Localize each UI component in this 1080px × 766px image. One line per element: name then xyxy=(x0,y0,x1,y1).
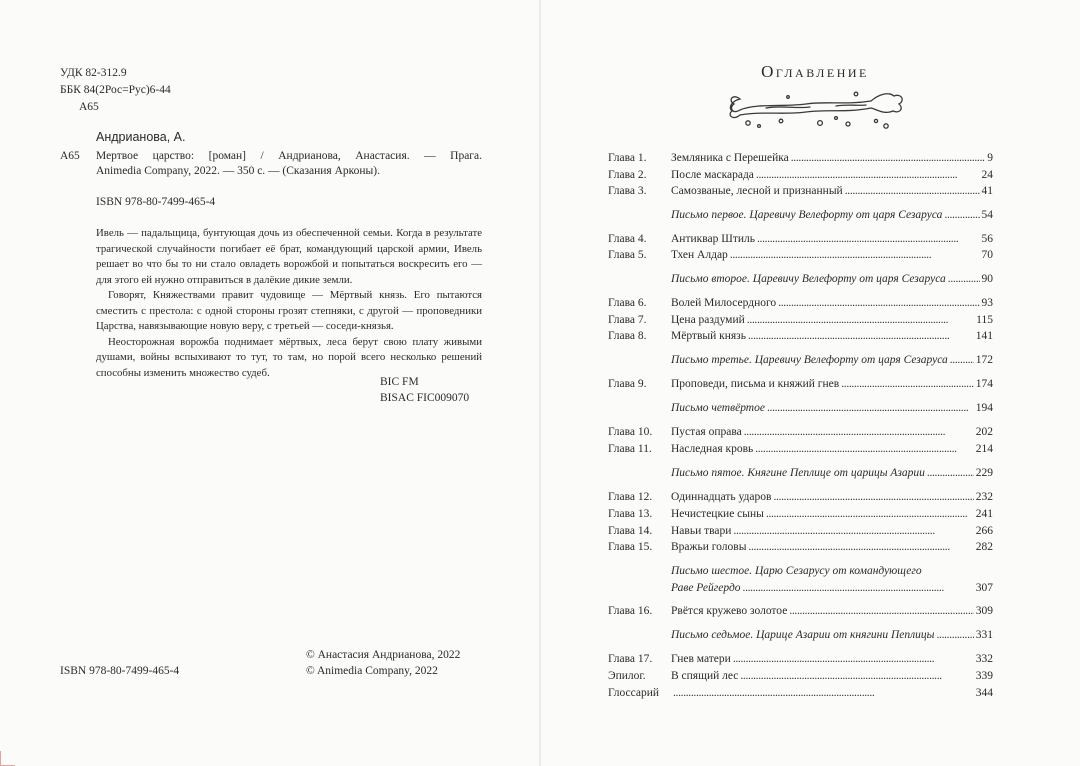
biblio-record-line2: Animedia Company, 2022. — 350 с. — (Сказания Арконы). xyxy=(96,165,380,177)
toc-entry-page: 309 xyxy=(975,605,993,617)
leader-dots xyxy=(841,376,974,393)
toc-entry[interactable] xyxy=(608,441,993,458)
toc-entry[interactable] xyxy=(608,489,993,506)
toc-entry-page: 70 xyxy=(981,249,993,261)
leader-dots xyxy=(757,231,980,248)
toc-entry-title: Рвётся кружево золотое xyxy=(671,605,788,617)
bbk-code: ББК 84(2Рос=Рус)6-44 xyxy=(60,84,171,96)
leader-dots xyxy=(948,271,980,288)
toc-entry-page: 202 xyxy=(975,426,993,438)
toc-entry[interactable] xyxy=(608,231,993,248)
toc-entry-letter[interactable] xyxy=(608,400,993,417)
leader-dots xyxy=(845,183,980,200)
toc-entry-title: Самозваные, лесной и признанный xyxy=(671,185,843,197)
toc-entry-title: Письмо второе. Царевичу Велефорту от царя Сезаруса xyxy=(671,273,946,285)
toc-entry-title: Письмо пятое. Княгине Пеплице от царицы Азарии xyxy=(671,467,925,479)
toc-entry-page: 174 xyxy=(975,378,993,390)
toc-entry-page: 214 xyxy=(975,443,993,455)
toc-entry-page: 90 xyxy=(981,273,993,285)
toc-title: Оглавление xyxy=(761,62,869,81)
leader-dots xyxy=(773,489,973,506)
toc-entry-title: Мёртвый князь xyxy=(671,330,746,342)
toc-entry-label: Глоссарий xyxy=(608,687,660,699)
copyright-author: © Анастасия Андрианова, 2022 xyxy=(306,649,461,661)
bisac-code: BISAC FIC009070 xyxy=(380,392,470,404)
toc-entry-letter[interactable] xyxy=(608,271,993,288)
leader-dots xyxy=(747,312,974,329)
crop-mark xyxy=(0,751,15,766)
toc-entry-page: 331 xyxy=(975,629,993,641)
leader-dots xyxy=(778,295,979,312)
leader-dots xyxy=(767,400,974,417)
leader-dots xyxy=(733,651,974,668)
toc-entry-title: Пустая оправа xyxy=(671,426,742,438)
toc-entry[interactable] xyxy=(608,312,993,329)
author-heading: Андрианова, А. xyxy=(96,130,186,144)
annotation-paragraph-1: Ивель — падальщица, бунтующая дочь из обеспеченной семьи. Когда в результате трагической случайности погибает её брат, командующий царской армии, Ивель решает во что бы то ни стало овладеть ворожбой и попытаться воскресить его — для этого ей нужно отправиться в далёкие дикие земли. xyxy=(96,227,482,286)
toc-entry-page: 172 xyxy=(975,354,993,366)
leader-dots xyxy=(927,465,974,482)
toc-entry-letter[interactable] xyxy=(608,465,993,482)
toc-entry-label: Глава 13. xyxy=(608,508,653,520)
toc-entry-letter[interactable] xyxy=(608,352,993,369)
toc-entry-letter[interactable] xyxy=(608,207,993,224)
toc-entry[interactable] xyxy=(608,651,993,668)
toc-entry[interactable] xyxy=(608,295,993,312)
toc-entry[interactable] xyxy=(608,424,993,441)
toc-entry-page: 141 xyxy=(975,330,993,342)
toc-entry-page: 41 xyxy=(981,185,993,197)
toc-entry-label: Глава 6. xyxy=(608,297,647,309)
toc-entry-label: Глава 15. xyxy=(608,541,653,553)
toc-entry-page: 332 xyxy=(975,653,993,665)
toc-entry-title: Антиквар Штиль xyxy=(671,233,755,245)
toc-entry-letter[interactable] xyxy=(608,627,993,644)
book-gutter xyxy=(539,0,541,766)
leader-dots xyxy=(733,523,973,540)
biblio-record-line1: Мертвое царство: [роман] / Андрианова, Анастасия. — Прага. xyxy=(96,150,482,162)
toc-entry-title: После маскарада xyxy=(671,169,754,181)
toc-entry-label: Глава 2. xyxy=(608,169,647,181)
leader-dots xyxy=(748,539,973,556)
toc-entry-label: Глава 5. xyxy=(608,249,647,261)
toc-entry-page: 241 xyxy=(975,508,993,520)
toc-entry-page: 56 xyxy=(981,233,993,245)
toc-entry-label: Глава 17. xyxy=(608,653,653,665)
toc-entry-page: 9 xyxy=(987,152,993,164)
toc-entry-title: Наследная кровь xyxy=(671,443,754,455)
toc-entry-page: 115 xyxy=(976,314,993,326)
toc-entry-page: 339 xyxy=(975,670,993,682)
leader-dots xyxy=(755,441,974,458)
toc-entry[interactable] xyxy=(608,685,993,702)
isbn-bottom: ISBN 978-80-7499-465-4 xyxy=(60,665,180,677)
toc-entry-title: Вражьи головы xyxy=(671,541,747,553)
annotation xyxy=(96,226,482,381)
toc-entry-page: 54 xyxy=(981,209,993,221)
toc-entry[interactable] xyxy=(608,668,993,685)
toc-entry-label: Глава 9. xyxy=(608,378,647,390)
toc-entry-title: Проповеди, письма и княжий гнев xyxy=(671,378,840,390)
leader-dots xyxy=(756,167,980,184)
toc-entry[interactable] xyxy=(608,523,993,540)
toc-entry-page: 93 xyxy=(981,297,993,309)
toc-entry-title: В спящий лес xyxy=(671,670,739,682)
udk-code: УДК 82-312.9 xyxy=(60,67,127,79)
toc-entry-label: Эпилог. xyxy=(608,670,646,682)
toc-entry-title: Цена раздумий xyxy=(671,314,745,326)
toc-entry-page: 24 xyxy=(981,169,993,181)
toc-entry[interactable] xyxy=(608,328,993,345)
toc-entry-label: Глава 1. xyxy=(608,152,647,164)
toc-entry-page: 229 xyxy=(975,467,993,479)
toc-entry-label: Глава 3. xyxy=(608,185,647,197)
toc-entry-label: Глава 11. xyxy=(608,443,652,455)
author-mark-top: А65 xyxy=(79,101,99,113)
toc-entry[interactable] xyxy=(608,506,993,523)
leader-dots xyxy=(673,685,974,702)
author-mark-side: А65 xyxy=(60,150,80,162)
annotation-paragraph-2: Говорят, Княжествами правит чудовище — Мёртвый князь. Его пытаются сместить с престола: с одной стороны грозят степняки, с другой — проповедники Царства, навязывающие новую веру, с третьей — соседи-князья. xyxy=(96,289,482,332)
toc-entry-page: 194 xyxy=(975,402,993,414)
toc-entry[interactable] xyxy=(608,150,993,167)
toc-entry-page: 266 xyxy=(975,525,993,537)
toc-entry[interactable] xyxy=(608,539,993,556)
toc-entry-label: Глава 14. xyxy=(608,525,653,537)
leader-dots xyxy=(766,506,974,523)
toc-entry-title: Навьи твари xyxy=(671,525,732,537)
toc-entry-title: Письмо седьмое. Царице Азарии от княгини Пеплицы xyxy=(671,629,935,641)
leader-dots xyxy=(740,668,973,685)
toc-entry-label: Глава 4. xyxy=(608,233,647,245)
leader-dots xyxy=(744,424,974,441)
toc-entry[interactable] xyxy=(608,603,993,620)
toc-entry-title: Гнев матери xyxy=(671,653,731,665)
toc-entry-label: Глава 16. xyxy=(608,605,653,617)
toc-entry-label: Глава 8. xyxy=(608,330,647,342)
toc-entry-label: Глава 7. xyxy=(608,314,647,326)
toc-entry[interactable] xyxy=(608,376,993,393)
toc-entry-page: 344 xyxy=(975,687,993,699)
leader-dots xyxy=(791,150,986,167)
leader-dots xyxy=(944,207,979,224)
toc-entry[interactable] xyxy=(608,183,993,200)
toc-entry-label: Глава 10. xyxy=(608,426,653,438)
copyright-publisher: © Animedia Company, 2022 xyxy=(306,665,438,677)
toc-letter-first-line: Письмо шестое. Царю Сезарусу от командующего xyxy=(671,565,922,577)
toc-entry-title: Раве Рейгердо xyxy=(671,582,741,594)
bone-ornament-icon xyxy=(726,85,906,131)
toc-entry-title: Письмо четвёртое xyxy=(671,402,765,414)
toc-entry-title: Письмо третье. Царевичу Велефорту от царя Сезаруса xyxy=(671,354,948,366)
bic-code: BIC FM xyxy=(380,376,419,388)
leader-dots xyxy=(789,603,973,620)
toc-entry-label: Глава 12. xyxy=(608,491,653,503)
toc-entry-page: 307 xyxy=(975,582,993,594)
leader-dots xyxy=(748,328,974,345)
toc-entry[interactable] xyxy=(608,247,993,264)
toc-entry-page: 282 xyxy=(975,541,993,553)
leader-dots xyxy=(743,580,974,597)
toc-entry-title: Тхен Алдар xyxy=(671,249,728,261)
leader-dots xyxy=(936,627,973,644)
toc-entry-title: Одиннадцать ударов xyxy=(671,491,772,503)
isbn-main: ISBN 978-80-7499-465-4 xyxy=(96,196,216,208)
annotation-paragraph-3: Неосторожная ворожба поднимает мёртвых, леса берут свою плату живыми душами, войны вспыхивают то тут, то там, но порой всего несколько решений способны изменить множество судеб. xyxy=(96,335,482,379)
toc-entry-letter[interactable] xyxy=(608,580,993,597)
leader-dots xyxy=(730,247,980,264)
toc-entry-title: Нечистецкие сыны xyxy=(671,508,764,520)
toc-entry-title: Письмо первое. Царевичу Велефорту от царя Сезаруса xyxy=(671,209,943,221)
toc-entry-page: 232 xyxy=(975,491,993,503)
toc-entry[interactable] xyxy=(608,167,993,184)
toc-entry-title: Земляника с Перешейка xyxy=(671,152,789,164)
toc-entry-title: Волей Милосердного xyxy=(671,297,777,309)
leader-dots xyxy=(950,352,974,369)
